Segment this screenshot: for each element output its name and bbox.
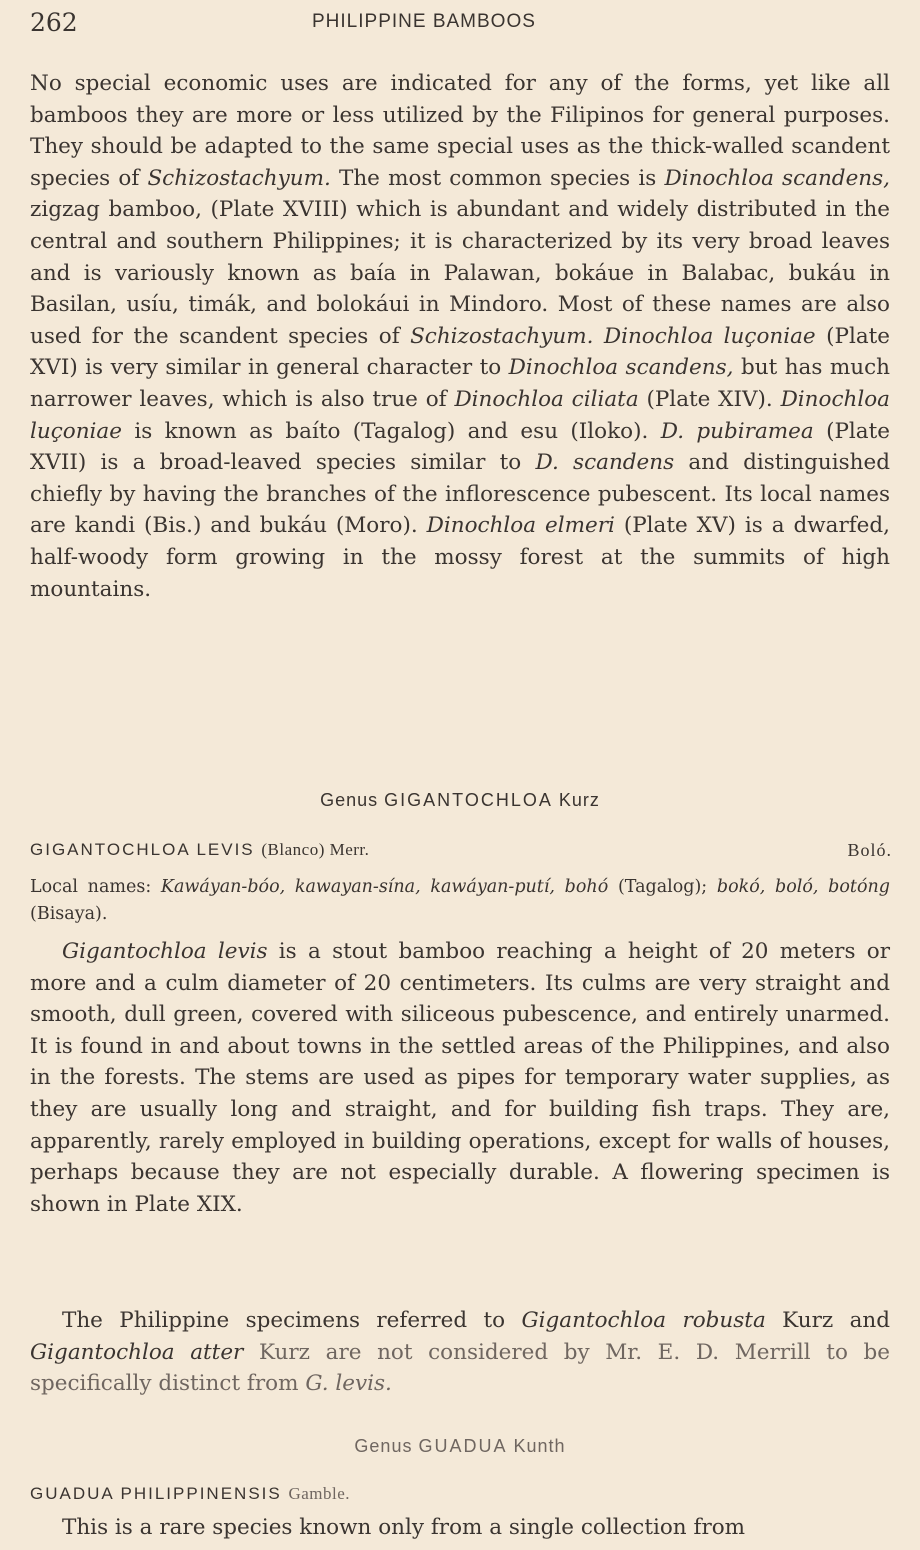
species-author: (Blanco) Merr. — [261, 840, 370, 859]
species-author: Gamble. — [288, 1484, 351, 1503]
genus-heading-guadua — [0, 1436, 920, 1457]
taxon-name: Dinochloa elmeri — [426, 513, 615, 539]
paragraph-guadua — [30, 1512, 890, 1544]
genus-author: Kunth — [513, 1436, 566, 1456]
genus-heading-gigantochloa — [0, 790, 920, 811]
language-label: (Tagalog); — [617, 877, 708, 897]
text-run: (Plate XIV). — [638, 386, 781, 412]
page-header — [30, 8, 890, 48]
text-run: This is a rare species known only from a single collection from — [62, 1515, 746, 1540]
local-names-block — [30, 874, 890, 928]
text-run: Kurz and — [765, 1308, 890, 1333]
text-run: but has much narrower leaves, which is also true of — [30, 355, 890, 412]
genus-name: GIGANTOCHLOA — [384, 790, 553, 810]
text-run: (Plate XVII) is a broad-leaved species similar to — [30, 418, 890, 476]
species-heading-gigantochloa-levis — [30, 840, 892, 860]
genus-label: Genus — [320, 790, 379, 810]
local-names-tagalog: Kawáyan-bóo, kawayan-sína, kawáyan-putí, bohó — [160, 877, 609, 897]
paragraph-gigantochloa-levis — [30, 936, 890, 1220]
taxon-name: Dinochloa scandens, — [664, 165, 891, 191]
taxon-name: Schizostachyum. Dinochloa luçoniae — [410, 323, 816, 349]
genus-name: GUADUA — [418, 1436, 508, 1456]
text-run: No special economic uses are indicated for any of the forms, yet like all bamboos they are more or less utilized by the Filipinos for general purposes. They should be adapted to the same special uses as the thick-walled scandent species of — [30, 71, 890, 191]
text-run: Kurz are not considered by Mr. E. D. Merrill to be specifically distinct from — [30, 1339, 890, 1397]
text-run: is a stout bamboo reaching a height of 20 meters or more and a culm diameter of 20 centimeters. Its culms are very straight and smooth, dull green, covered with siliceous pubescence, and entirely unarmed. It is found in and about towns in the settled areas of the Philippines, and also in the forests. The stems are used as pipes for temporary water supplies, as they are usually long and straight, and for building fish traps. They are, apparently, rarely employed in building operations, except for walls of houses, perhaps because they are not especially durable. A flowering specimen is shown in Plate XIX. — [30, 939, 890, 1217]
taxon-name: G. levis. — [305, 1371, 392, 1397]
species-name: GUADUA PHILIPPINENSIS — [30, 1484, 282, 1503]
taxon-name: Gigantochloa atter — [30, 1339, 244, 1365]
taxon-name: Dinochloa luçoniae — [30, 386, 890, 444]
genus-label: Genus — [354, 1436, 413, 1456]
taxon-name: Dinochloa scandens, — [508, 355, 734, 381]
species-local-name: Boló. — [847, 840, 892, 860]
language-label: (Bisaya). — [30, 904, 108, 924]
paragraph-specimens — [30, 1305, 890, 1400]
running-title: PHILIPPINE BAMBOOS — [312, 11, 536, 32]
text-run: (Plate XV) is a dwarfed, half-woody form growing in the mossy forest at the summits of high mountains. — [30, 513, 890, 602]
taxon-name: Schizostachyum. — [147, 165, 331, 191]
text-run: zigzag bamboo, (Plate XVIII) which is abundant and widely distributed in the central and southern Philippines; it is characterized by its very broad leaves and is variously known as baía in Palawan, bokáue in Balabac, bukáu in Basilan, usíu, timák, and bolokáui in Mindoro. Most of these names are also used for the scandent species of — [30, 197, 890, 349]
text-run: The Philippine specimens referred to — [62, 1308, 522, 1333]
species-name: GIGANTOCHLOA LEVIS — [30, 840, 255, 859]
page-number: 262 — [30, 8, 78, 37]
taxon-name: D. pubiramea — [660, 418, 814, 444]
taxon-name: D. scandens — [535, 450, 675, 476]
taxon-name: Dinochloa ciliata — [454, 386, 639, 412]
local-names-bisaya: bokó, boló, botóng — [716, 877, 890, 897]
taxon-name: Gigantochloa robusta — [521, 1308, 766, 1333]
genus-author: Kurz — [558, 790, 600, 810]
text-run: (Plate XVI) is very similar in general character to — [30, 323, 890, 381]
text-run: is known as baíto (Tagalog) and esu (Iloko). — [121, 418, 661, 444]
species-heading-guadua-philippinensis — [30, 1484, 892, 1504]
text-run: and distinguished chiefly by having the branches of the inflorescence pubescent. Its local names are kandi (Bis.) and bukáu (Moro). — [30, 450, 890, 539]
local-names-label: Local names: — [30, 877, 152, 897]
text-run: The most common species is — [330, 165, 665, 191]
taxon-name: Gigantochloa levis — [62, 939, 268, 964]
paragraph-dinochloa — [30, 68, 890, 605]
